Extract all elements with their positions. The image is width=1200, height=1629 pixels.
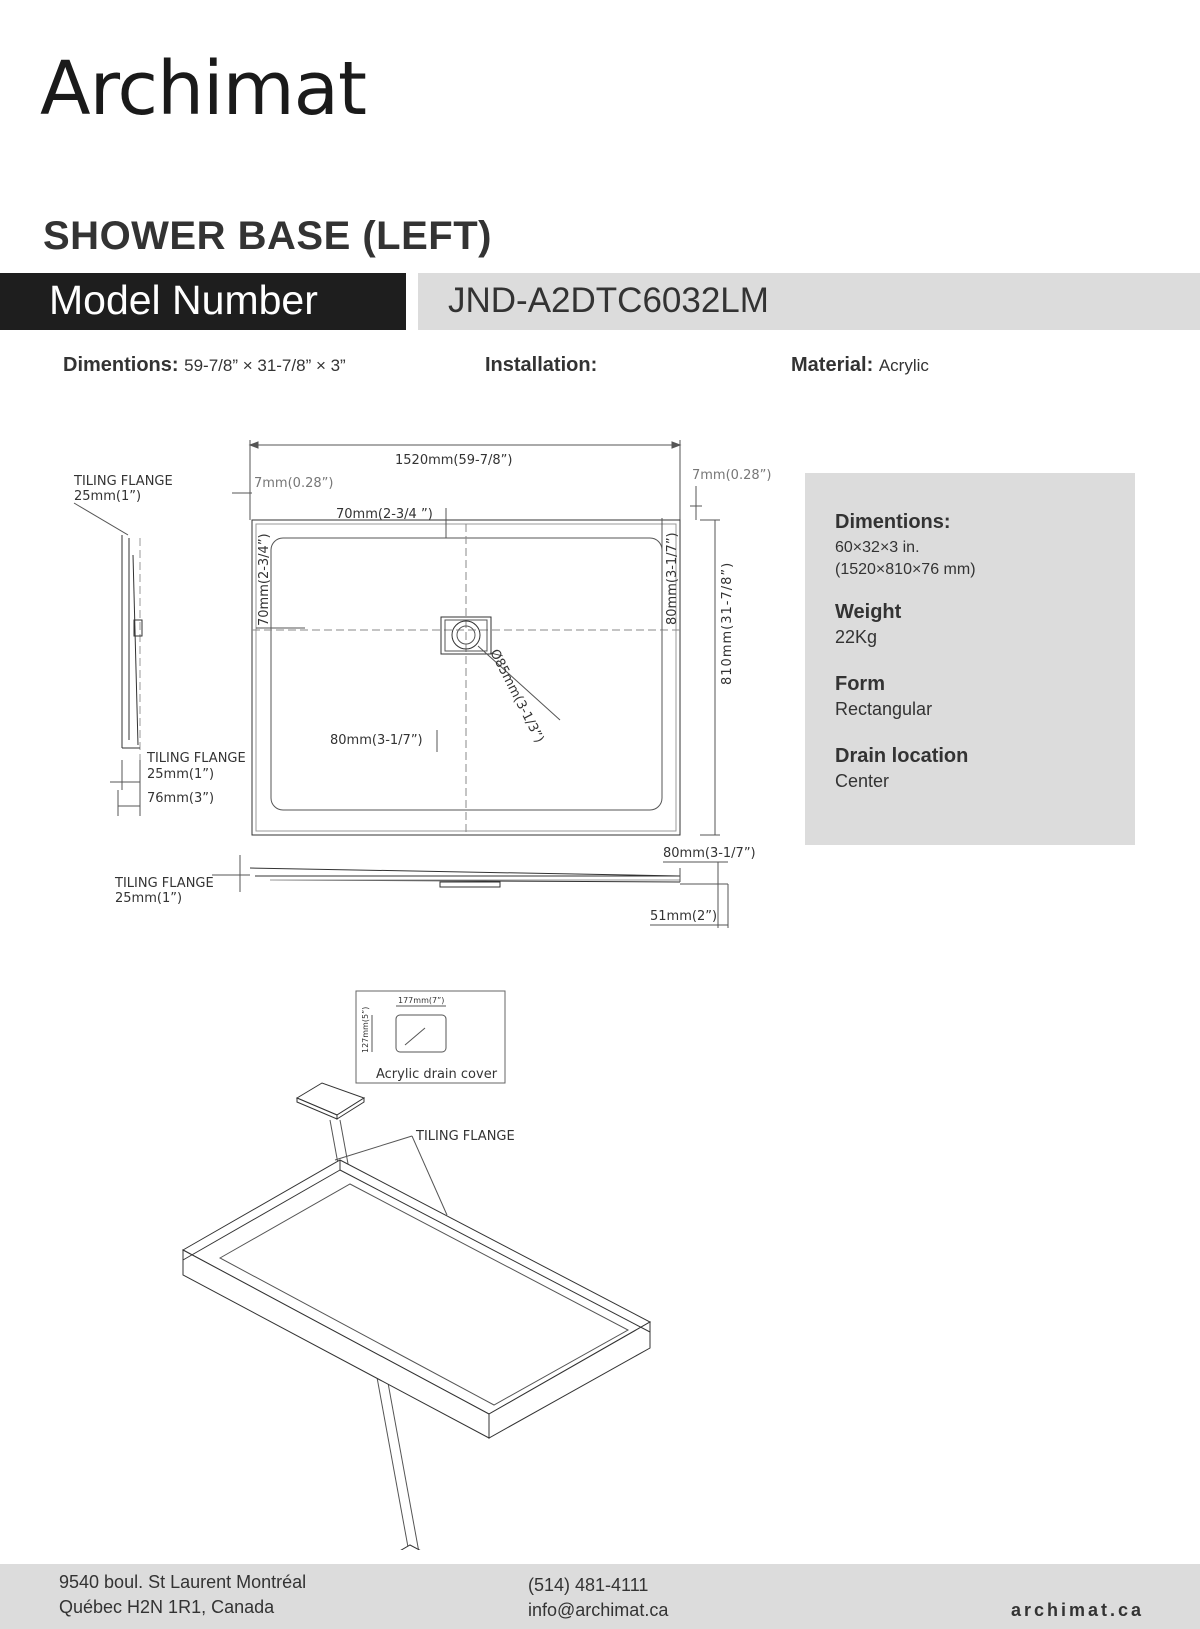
spec-dimensions-value: 59-7/8” × 31-7/8” × 3” (184, 356, 346, 375)
dim-drain-diameter: Ø85mm(3-1/3”) (486, 647, 547, 746)
footer-email[interactable]: info@archimat.ca (528, 1600, 669, 1620)
front-elevation (114, 846, 756, 928)
panel-form-label: Form (835, 673, 885, 695)
panel-drain-label: Drain location (835, 745, 969, 767)
label-depth-76: 76mm(3”) (147, 791, 215, 806)
footer-address-line1: 9540 boul. St Laurent Montréal (59, 1572, 307, 1592)
model-number-label: Model Number (49, 277, 318, 323)
footer-phone: (514) 481-4111 (528, 1575, 649, 1595)
label-tiling-flange-4: TILING FLANGE (416, 1129, 515, 1144)
dim-flange-right-top: 7mm(0.28”) (692, 468, 772, 483)
dim-inner-left: 70mm(2-3/4”) (257, 533, 272, 626)
footer-website[interactable]: archimat.ca (1011, 1600, 1145, 1620)
spec-installation-label: Installation: (485, 354, 598, 376)
side-section-left (73, 474, 246, 816)
spec-dimensions (63, 354, 346, 377)
label-cover-height: 127mm(5”) (361, 1006, 370, 1053)
label-tiling-flange-1: TILING FLANGE (74, 474, 173, 489)
panel-weight-value: 22Kg (835, 627, 878, 647)
panel-dimensions-inches: 60×32×3 in. (835, 539, 920, 556)
spec-installation (485, 354, 597, 377)
label-tiling-flange-2: TILING FLANGE (147, 751, 246, 766)
panel-drain-value: Center (835, 771, 890, 791)
dim-top-width: 1520mm(59-7/8”) (395, 453, 513, 468)
drain-cover (297, 1083, 364, 1115)
label-flange-25-3: 25mm(1”) (115, 891, 183, 906)
footer-address-line2: Québec H2N 1R1, Canada (59, 1597, 275, 1617)
spec-material-value: Acrylic (878, 356, 929, 375)
isometric-view (183, 991, 650, 1550)
brand-logo: Archimat (40, 46, 367, 132)
label-side-80: 80mm(3-1/7”) (663, 846, 756, 861)
top-view (232, 440, 771, 835)
panel-dimensions-label: Dimentions: (835, 511, 951, 533)
panel-dimensions-mm: (1520×810×76 mm) (835, 561, 976, 578)
footer (0, 1564, 1200, 1629)
dim-flange-left-top: 7mm(0.28”) (254, 476, 334, 491)
spec-dimensions-label: Dimentions: (63, 354, 179, 376)
shower-base-iso (183, 1160, 650, 1550)
label-cover-width: 177mm(7”) (398, 996, 445, 1005)
label-cover: Acrylic drain cover (376, 1067, 498, 1082)
panel-form-value: Rectangular (835, 699, 933, 719)
technical-drawing (0, 430, 800, 1550)
spec-material-label: Material: (791, 354, 874, 376)
label-side-51: 51mm(2”) (650, 909, 718, 924)
spec-material (791, 354, 929, 377)
label-flange-25-1: 25mm(1”) (74, 489, 142, 504)
panel-weight-label: Weight (835, 601, 902, 623)
dim-height: 810mm(31-7/8”) (720, 561, 735, 685)
page-title: SHOWER BASE (LEFT) (43, 214, 492, 258)
dim-inner-right: 80mm(3-1/7”) (665, 532, 680, 625)
dim-inner-bottom: 80mm(3-1/7”) (330, 733, 423, 748)
spec-panel (805, 473, 1135, 845)
label-tiling-flange-3: TILING FLANGE (115, 876, 214, 891)
model-number-value: JND-A2DTC6032LM (448, 281, 769, 320)
dim-inner-top: 70mm(2-3/4 ”) (336, 507, 433, 522)
label-flange-25-2: 25mm(1”) (147, 767, 215, 782)
